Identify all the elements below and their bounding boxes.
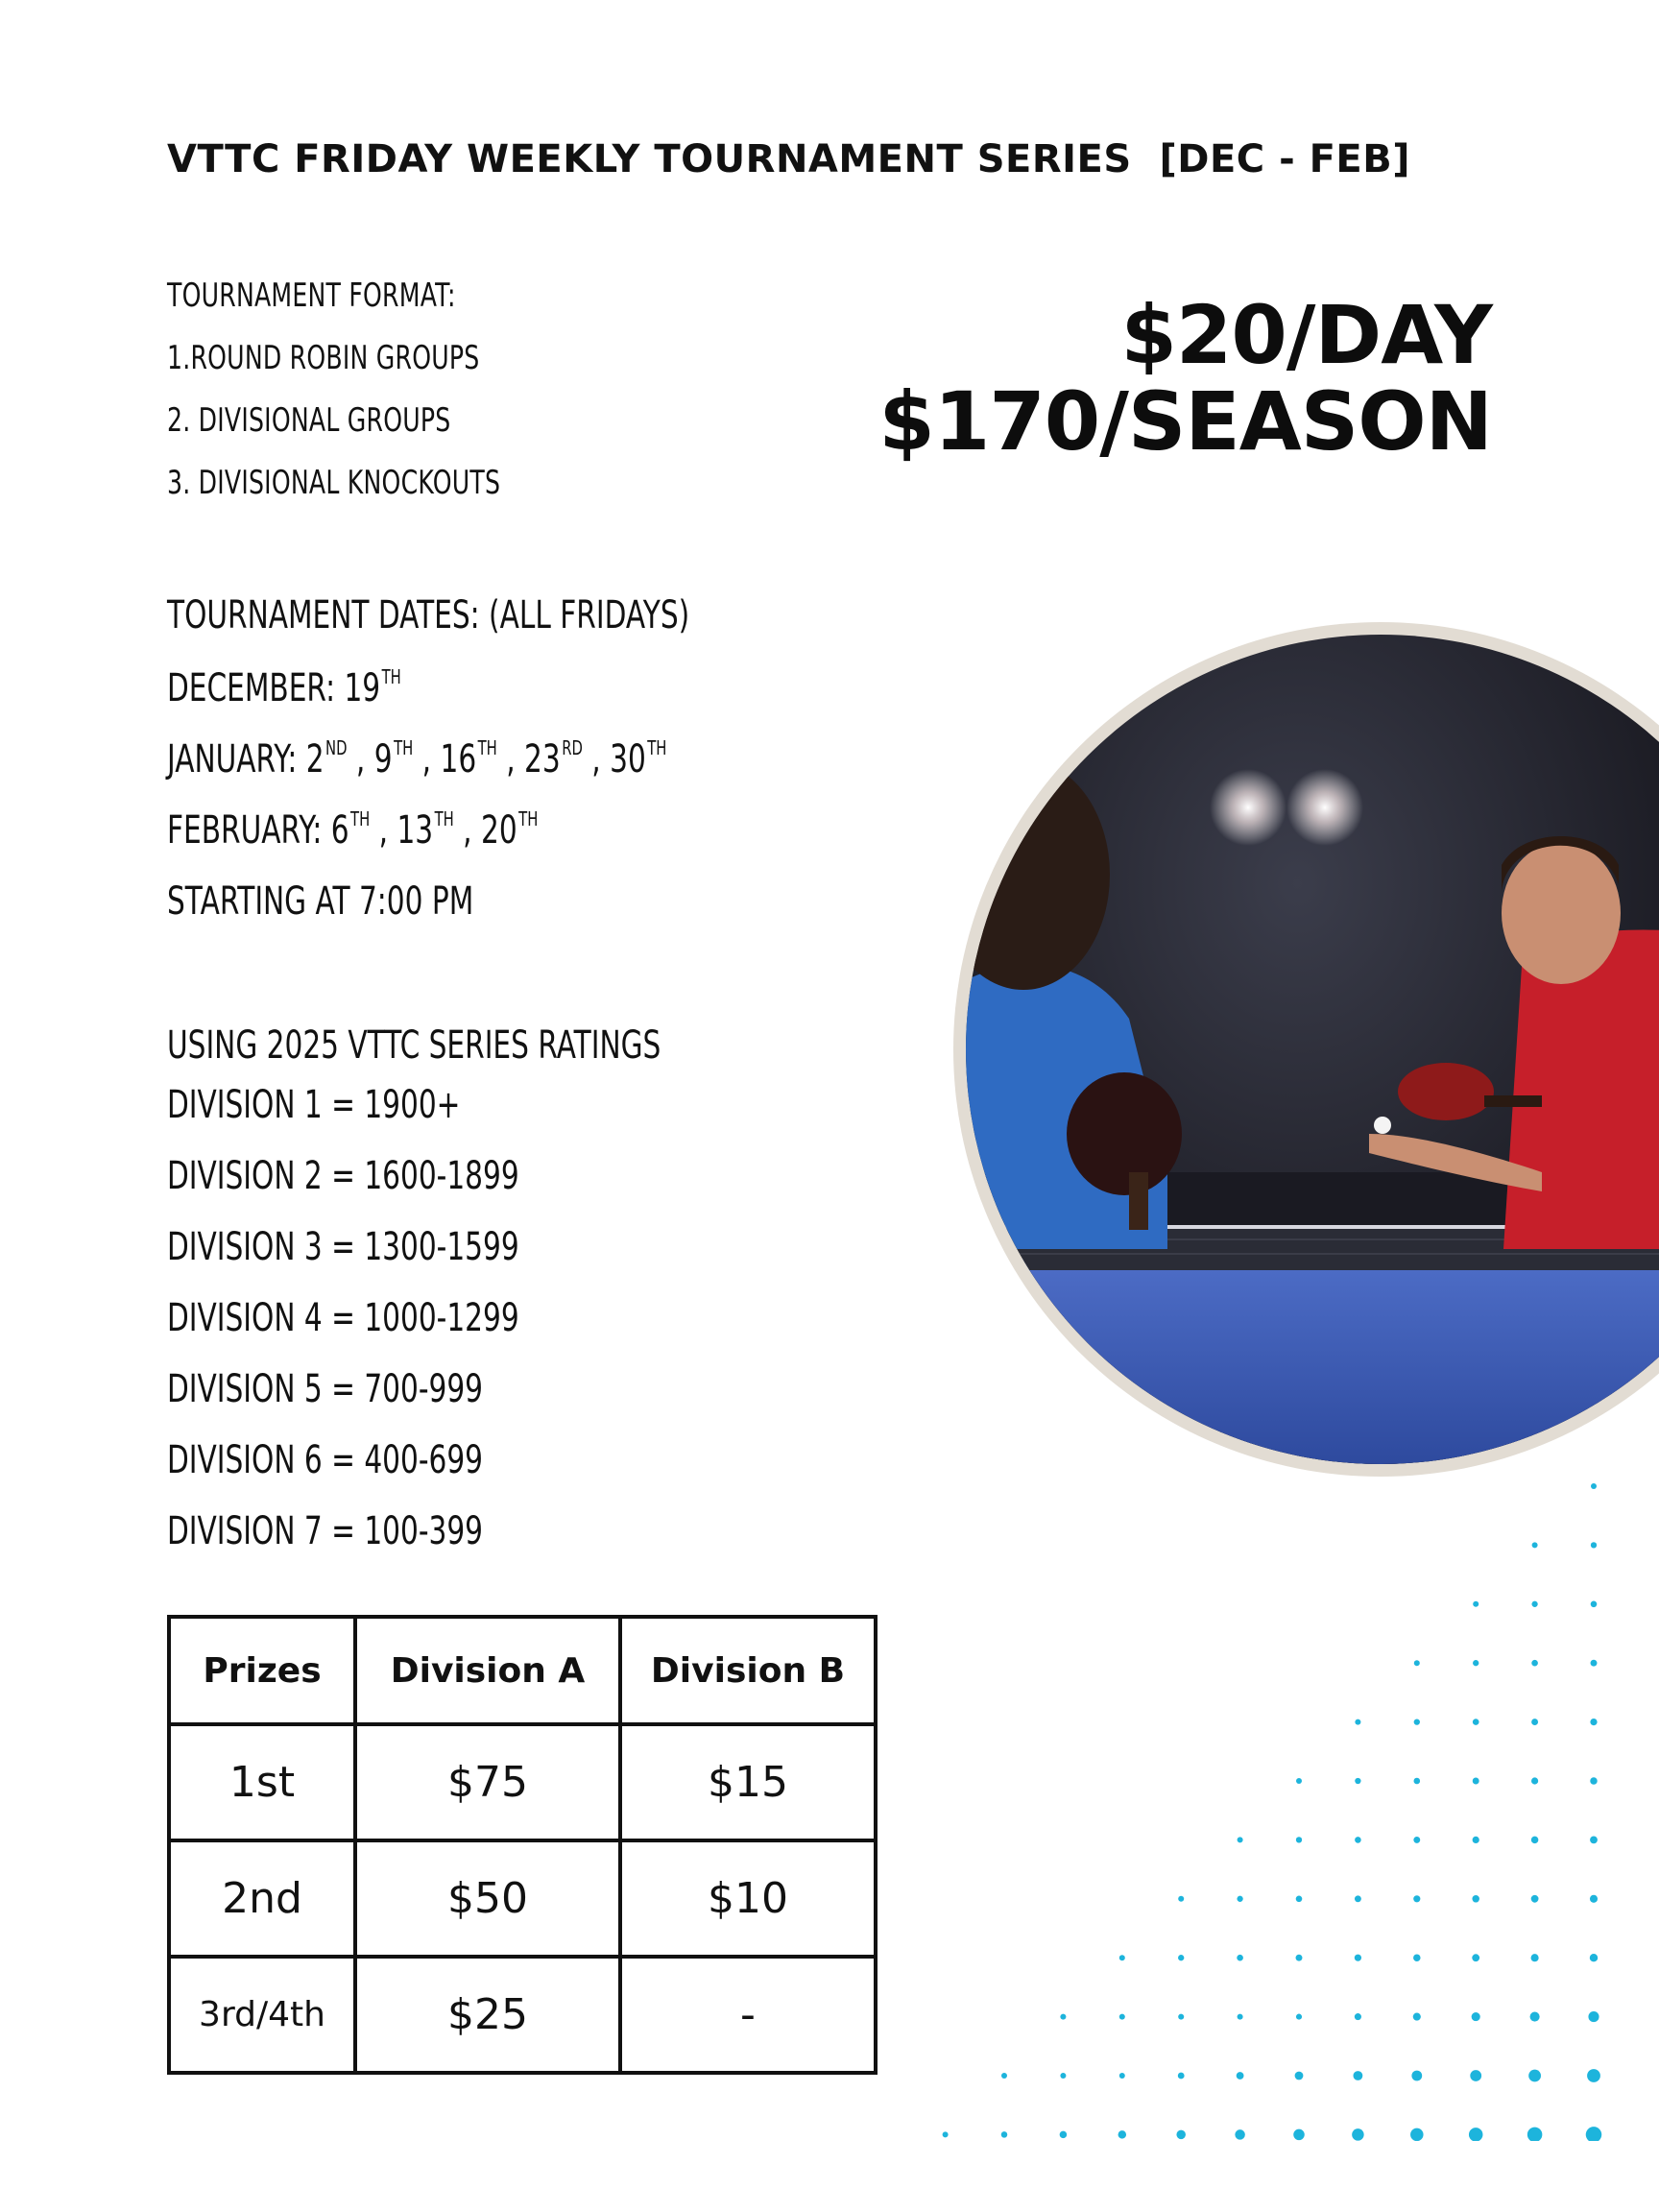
division-rating: DIVISION 6 = 400-699 <box>167 1438 483 1482</box>
accent-dot <box>1176 2130 1186 2140</box>
accent-dot <box>1296 1955 1303 1961</box>
accent-dot <box>1531 1719 1538 1725</box>
accent-dot <box>1178 1896 1184 1902</box>
accent-dot <box>1591 1601 1598 1608</box>
accent-dot <box>1469 2128 1483 2141</box>
accent-dot <box>1588 2011 1599 2022</box>
date-list: 2ND , 9TH , 16TH , 23RD , 30TH <box>305 736 667 781</box>
accent-dot <box>1237 1896 1242 1902</box>
accent-dot <box>1119 2073 1125 2079</box>
accent-dot <box>1178 2073 1185 2080</box>
accent-dot <box>1531 1777 1538 1784</box>
accent-dot <box>1590 1777 1598 1785</box>
accent-dot <box>1472 1895 1479 1903</box>
accent-dot <box>1472 2012 1480 2021</box>
accent-dot <box>1354 2071 1363 2080</box>
date-ordinal: TH <box>394 736 414 759</box>
accent-dot <box>1413 1954 1421 1961</box>
accent-dot <box>1119 1955 1125 1960</box>
accent-dot <box>1531 1837 1539 1844</box>
accent-dot <box>1178 2014 1184 2020</box>
accent-dot <box>1001 2073 1007 2079</box>
date-day: 20 <box>481 808 517 853</box>
accent-dot <box>1473 1719 1479 1725</box>
table-row <box>169 1957 876 2073</box>
accent-dot <box>1532 1542 1538 1548</box>
dates-january <box>167 736 666 781</box>
date-ordinal: RD <box>562 736 583 759</box>
accent-dot <box>1591 1660 1598 1667</box>
division-rating: DIVISION 5 = 700-999 <box>167 1367 483 1411</box>
table-row <box>169 1840 876 1957</box>
date-ordinal: TH <box>647 736 667 759</box>
prize-place: 3rd/4th <box>169 1957 355 2073</box>
date-day: 30 <box>610 737 646 781</box>
division-rating: DIVISION 3 = 1300-1599 <box>167 1225 519 1269</box>
accent-dot <box>1296 2014 1302 2020</box>
accent-dot <box>1293 2129 1305 2141</box>
date-day: 2 <box>305 737 325 781</box>
accent-dot <box>1586 2127 1602 2141</box>
accent-dot <box>1414 1719 1420 1724</box>
month-label: DECEMBER: <box>167 666 345 710</box>
accent-dot <box>1413 1837 1420 1843</box>
accent-dot <box>1473 1778 1479 1785</box>
accent-dot <box>1355 1778 1360 1784</box>
column-header: Prizes <box>169 1617 355 1724</box>
accent-dot <box>1411 2071 1422 2081</box>
accent-dot <box>1473 1837 1479 1843</box>
table-header-row <box>169 1617 876 1724</box>
division-rating: DIVISION 1 = 1900+ <box>167 1083 461 1127</box>
prize-division-a: $75 <box>355 1724 620 1840</box>
division-rating: DIVISION 4 = 1000-1299 <box>167 1296 519 1340</box>
accent-dot <box>1355 1719 1360 1725</box>
start-time: STARTING AT 7:00 PM <box>167 879 474 924</box>
date-day: 19 <box>344 666 381 710</box>
prize-place: 1st <box>169 1724 355 1840</box>
accent-dot <box>1178 1955 1184 1960</box>
dates-december <box>167 665 401 710</box>
date-day: 6 <box>330 808 349 853</box>
date-ordinal: ND <box>325 736 348 759</box>
decorative-dot-pattern <box>922 1469 1613 2141</box>
prize-division-a: $50 <box>355 1840 620 1957</box>
page-title: VTTC FRIDAY WEEKLY TOURNAMENT SERIES [DEC - FEB] <box>167 137 1411 181</box>
column-header: Division B <box>620 1617 876 1724</box>
accent-dot <box>1590 1837 1598 1844</box>
division-rating: DIVISION 7 = 100-399 <box>167 1509 483 1553</box>
accent-dot <box>1587 2069 1600 2082</box>
accent-dot <box>1355 1955 1361 1961</box>
prize-place: 2nd <box>169 1840 355 1957</box>
prize-division-b: $10 <box>620 1840 876 1957</box>
accent-dot <box>1237 1955 1243 1961</box>
accent-dot <box>1296 1837 1302 1842</box>
accent-dot <box>1295 2072 1304 2080</box>
accent-dot <box>1237 2072 1244 2080</box>
date-ordinal: TH <box>518 807 539 830</box>
date-ordinal: TH <box>477 736 497 759</box>
prizes-table <box>167 1615 878 2075</box>
accent-dot <box>1591 1542 1597 1548</box>
accent-dot <box>1531 1895 1539 1903</box>
accent-dot <box>943 2131 949 2137</box>
accent-dot <box>1473 1601 1479 1607</box>
format-step: 3. DIVISIONAL KNOCKOUTS <box>167 464 501 502</box>
accent-dot <box>1414 1778 1421 1785</box>
accent-dot <box>1531 1660 1538 1667</box>
date-day: 16 <box>440 737 477 781</box>
accent-dot <box>1355 1895 1361 1902</box>
accent-dot <box>1531 1601 1537 1607</box>
accent-dot <box>1296 1778 1302 1784</box>
accent-dot <box>1355 2013 1361 2020</box>
date-day: 9 <box>373 737 393 781</box>
accent-dot <box>1410 2128 1424 2141</box>
price-per-season: $170/SEASON <box>878 374 1492 469</box>
date-list: 6TH , 13TH , 20TH <box>330 807 539 853</box>
accent-dot <box>1413 2013 1421 2021</box>
date-day: 13 <box>397 808 434 853</box>
accent-dot <box>1060 2073 1066 2079</box>
accent-dot <box>1470 2070 1481 2081</box>
ratings-heading: USING 2025 VTTC SERIES RATINGS <box>167 1023 661 1068</box>
accent-dot <box>1060 2014 1066 2020</box>
date-ordinal: TH <box>350 807 371 830</box>
prize-division-b: $15 <box>620 1724 876 1840</box>
accent-dot <box>1238 1837 1243 1842</box>
prize-division-b: - <box>620 1957 876 2073</box>
format-step: 1.ROUND ROBIN GROUPS <box>167 339 480 377</box>
accent-dot <box>1531 1954 1539 1961</box>
date-list <box>344 666 400 710</box>
table-row <box>169 1724 876 1840</box>
date-ordinal: TH <box>381 665 401 688</box>
month-label: FEBRUARY: <box>167 808 331 853</box>
accent-dot <box>1352 2128 1364 2141</box>
dates-february <box>167 807 538 853</box>
format-heading: TOURNAMENT FORMAT: <box>167 276 456 315</box>
accent-dot <box>1119 2014 1125 2020</box>
accent-dot <box>1472 1954 1479 1961</box>
column-header: Division A <box>355 1617 620 1724</box>
accent-dot <box>1528 2070 1541 2082</box>
accent-dot <box>1118 2130 1127 2139</box>
accent-dot <box>1591 1483 1597 1489</box>
date-day: 23 <box>524 737 561 781</box>
accent-dot <box>1590 1954 1598 1961</box>
dates-heading: TOURNAMENT DATES: (ALL FRIDAYS) <box>167 593 690 637</box>
accent-dot <box>1527 2128 1543 2141</box>
accent-dot <box>1296 1896 1303 1903</box>
accent-dot <box>1590 1719 1597 1725</box>
price-per-day: $20/DAY <box>1120 288 1492 382</box>
date-ordinal: TH <box>434 807 454 830</box>
accent-dot <box>1414 1660 1420 1666</box>
accent-dot <box>1355 1837 1361 1843</box>
format-step: 2. DIVISIONAL GROUPS <box>167 401 451 440</box>
accent-dot <box>1235 2129 1245 2140</box>
division-rating: DIVISION 2 = 1600-1899 <box>167 1154 519 1198</box>
month-label: JANUARY: <box>167 737 306 781</box>
prize-division-a: $25 <box>355 1957 620 2073</box>
accent-dot <box>1473 1660 1479 1666</box>
accent-dot <box>1060 2131 1068 2139</box>
accent-dot <box>1001 2131 1008 2138</box>
accent-dot <box>1590 1895 1598 1903</box>
accent-dot <box>1238 2014 1243 2020</box>
accent-dot <box>1530 2012 1540 2022</box>
accent-dot <box>1413 1895 1420 1902</box>
